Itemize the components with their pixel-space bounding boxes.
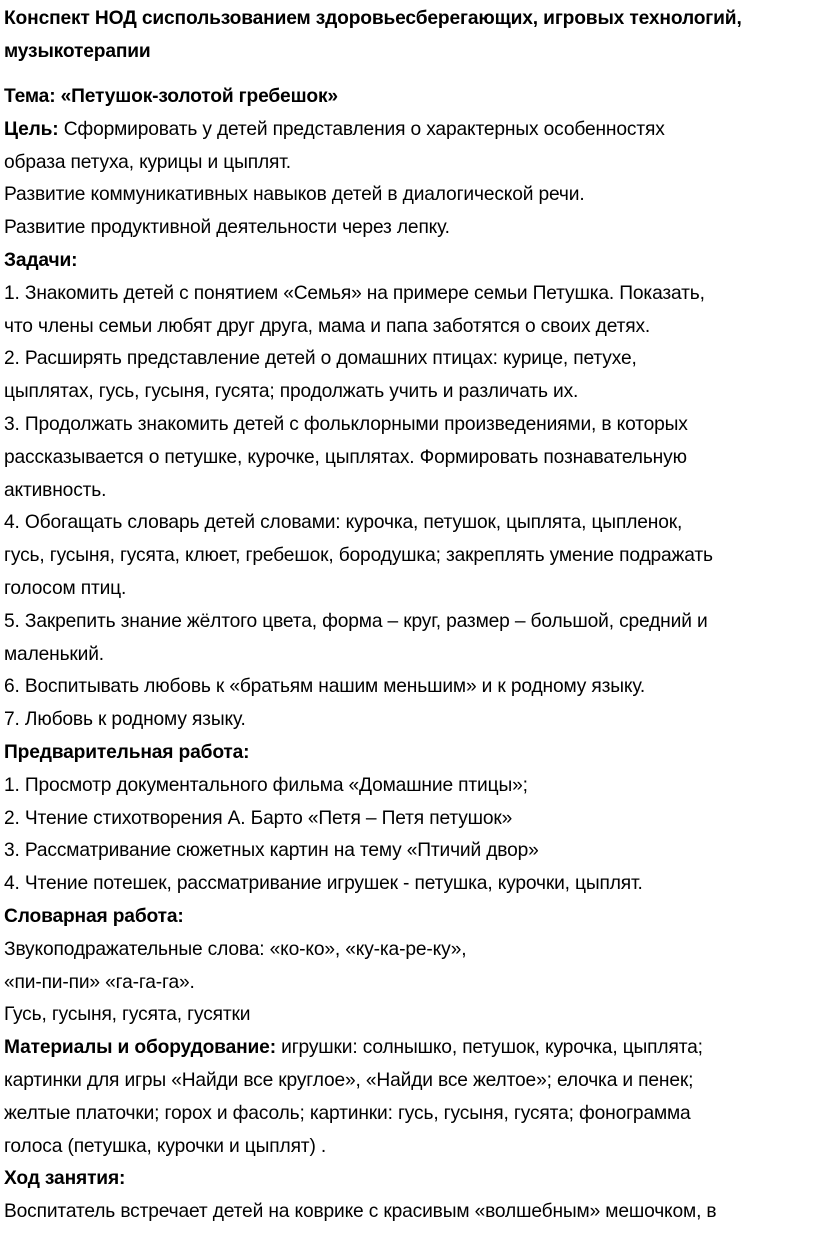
course-line: Воспитатель встречает детей на коврике с красивым «волшебным» мешочком, в — [4, 1201, 717, 1223]
tasks-line: 3. Продолжать знакомить детей с фольклорными произведениями, в которых — [4, 413, 688, 435]
tasks-line: 5. Закрепить знание жёлтого цвета, форма – круг, размер – большой, средний и — [4, 610, 708, 632]
vocab-line: Гусь, гусыня, гусята, гусятки — [4, 1004, 251, 1026]
tasks-line: гусь, гусыня, гусята, клюет, гребешок, бородушка; закреплять умение подражать — [4, 545, 713, 567]
tasks-line: что члены семьи любят друг друга, мама и папа заботятся о своих детях. — [4, 315, 651, 337]
goal-text-1: Сформировать у детей представления о характерных особенностях — [58, 118, 665, 140]
vocab-section — [4, 901, 816, 1032]
materials-text-1: игрушки: солнышко, петушок, курочка, цыплята; — [275, 1037, 703, 1059]
prelim-line: 2. Чтение стихотворения А. Барто «Петя – Петя петушок» — [4, 807, 513, 829]
goal-section — [4, 114, 816, 245]
goal-line-1 — [4, 114, 816, 147]
prelim-line: 3. Рассматривание сюжетных картин на тему «Птичий двор» — [4, 840, 539, 862]
vocab-line: Звукоподражательные слова: «ко-ко», «ку-ка-ре-ку», — [4, 938, 467, 960]
tasks-line: 1. Знакомить детей с понятием «Семья» на примере семьи Петушка. Показать, — [4, 282, 705, 304]
tasks-line: 6. Воспитывать любовь к «братьям нашим меньшим» и к родному языку. — [4, 676, 646, 698]
vocab-line: «пи-пи-пи» «га-га-га». — [4, 971, 195, 993]
tasks-line: голосом птиц. — [4, 577, 127, 599]
goal-line-2: образа петуха, курицы и цыплят. — [4, 151, 291, 173]
tasks-line: 2. Расширять представление детей о домашних птицах: курице, петухе, — [4, 348, 637, 370]
tasks-line: 7. Любовь к родному языку. — [4, 709, 246, 731]
course-heading: Ход занятия: — [4, 1168, 126, 1190]
prelim-heading: Предварительная работа: — [4, 741, 250, 763]
tasks-line: маленький. — [4, 643, 104, 665]
tasks-line: рассказывается о петушке, курочке, цыплятах. Формировать познавательную — [4, 446, 687, 468]
prelim-line: 1. Просмотр документального фильма «Домашние птицы»; — [4, 774, 528, 796]
materials-line: картинки для игры «Найди все круглое», «Найди все желтое»; елочка и пенек; — [4, 1069, 694, 1091]
title-line-2: музыкотерапии — [4, 41, 151, 62]
materials-line-1 — [4, 1032, 816, 1065]
theme-section — [4, 81, 816, 114]
tasks-heading: Задачи: — [4, 249, 78, 271]
document-title — [4, 2, 816, 68]
prelim-line: 4. Чтение потешек, рассматривание игрушек - петушка, курочки, цыплят. — [4, 873, 643, 895]
title-line-1: Конспект НОД сиспользованием здоровьесберегающих, игровых технологий, — [4, 8, 742, 29]
materials-section — [4, 1032, 816, 1163]
spacer — [4, 68, 816, 81]
prelim-section — [4, 737, 816, 901]
tasks-section — [4, 245, 816, 737]
document-body — [4, 0, 816, 1229]
theme-heading: Тема: «Петушок-золотой гребешок» — [4, 86, 338, 107]
materials-line: желтые платочки; горох и фасоль; картинки: гусь, гусыня, гусята; фонограмма — [4, 1102, 691, 1124]
vocab-heading: Словарная работа: — [4, 905, 184, 927]
goal-line-4: Развитие продуктивной деятельности через лепку. — [4, 217, 450, 239]
tasks-line: цыплятах, гусь, гусыня, гусята; продолжать учить и различать их. — [4, 381, 579, 403]
goal-label: Цель: — [4, 118, 59, 140]
goal-line-3: Развитие коммуникативных навыков детей в диалогической речи. — [4, 184, 585, 206]
tasks-line: активность. — [4, 479, 107, 501]
materials-label: Материалы и оборудование: — [4, 1037, 276, 1059]
tasks-line: 4. Обогащать словарь детей словами: курочка, петушок, цыплята, цыпленок, — [4, 512, 683, 534]
course-section — [4, 1163, 816, 1229]
materials-line: голоса (петушка, курочки и цыплят) . — [4, 1135, 327, 1157]
